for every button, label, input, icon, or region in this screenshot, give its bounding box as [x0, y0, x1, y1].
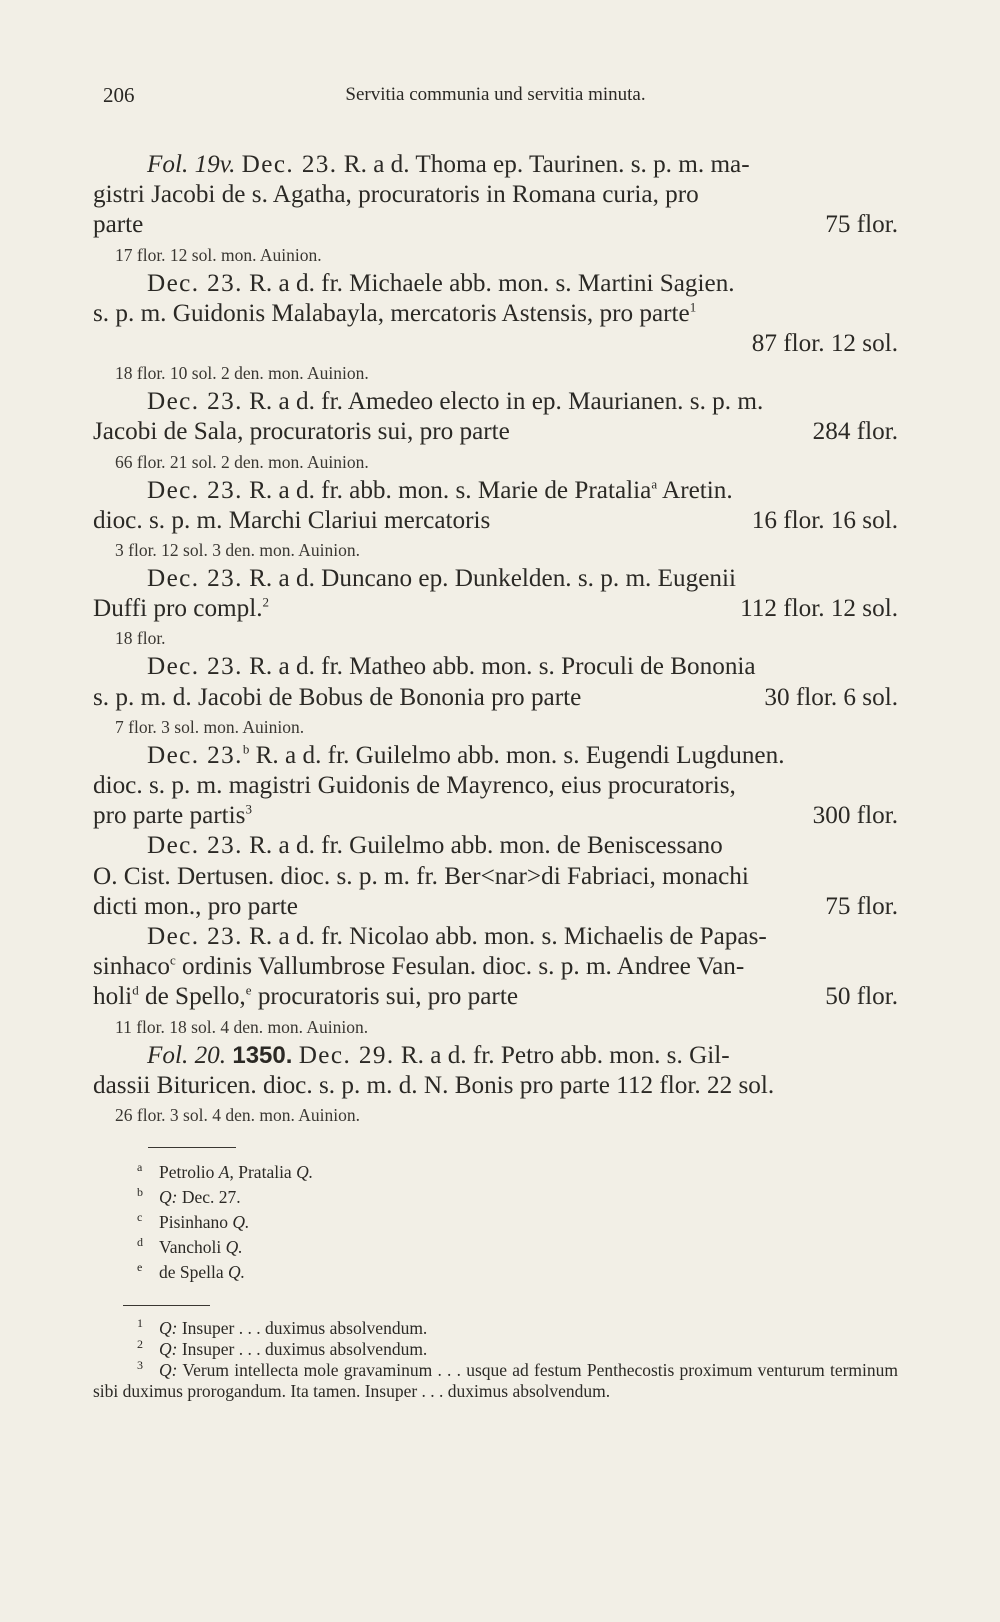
entry-text: R. a d. fr. Nicolao abb. mon. s. Michaelis de Papas- [249, 923, 767, 951]
entry [93, 476, 898, 564]
entry-text: Duffi pro compl. [93, 595, 263, 623]
note-text: Insuper . . . duximus absolvendum. [177, 1318, 428, 1339]
entry-text: R. a d. fr. Amedeo electo in ep. Maurianen. s. p. m. [249, 388, 764, 416]
apparatus-ref: b [242, 741, 250, 757]
entry-date: Dec. 23. [147, 923, 243, 951]
entry-text: O. Cist. Dertusen. dioc. s. p. m. fr. Ber<nar>di Fabriaci, monachi [93, 862, 749, 890]
apparatus-note: c Pisinhano Q. [137, 1210, 250, 1233]
entry-line [93, 683, 898, 713]
entry [93, 741, 898, 832]
entry-date: Dec. 23. [147, 269, 243, 297]
note-source: Q: [159, 1187, 178, 1208]
amount: 284 flor. [812, 418, 898, 446]
entry-line [93, 594, 898, 624]
entry-text: R. a d. fr. Guilelmo abb. mon. s. Eugendi Lugdunen. [255, 741, 785, 769]
entry-text: R. a d. fr. Guilelmo abb. mon. de Beniscessano [249, 832, 723, 860]
note-text: Petrolio [159, 1162, 215, 1183]
amount: 300 flor. [812, 802, 898, 830]
footnote-ref: 2 [262, 594, 270, 610]
entry-line [147, 150, 898, 180]
entry-line [147, 831, 898, 861]
note-text: Insuper . . . duximus absolvendum. [177, 1339, 428, 1360]
entry-text: R. a d. fr. Petro abb. mon. s. Gil- [400, 1041, 730, 1069]
apparatus-note: d Vancholi Q. [137, 1235, 243, 1258]
running-title: Servitia communia und servitia minuta. [345, 84, 646, 105]
apparatus-note: e de Spella Q. [137, 1260, 246, 1283]
amount: 75 flor. [825, 892, 898, 920]
entry-line [93, 299, 898, 329]
entry-date: Dec. 23. [241, 151, 338, 178]
entry-line [93, 771, 898, 801]
entry-text: R. a d. Duncano ep. Dunkelden. s. p. m. Eugenii [249, 565, 736, 593]
entry-line [147, 269, 898, 299]
minuta-line: 3 flor. 12 sol. 3 den. mon. Auinion. [115, 540, 360, 561]
entry-text: dioc. s. p. m. Marchi Clariui mercatoris [93, 506, 491, 534]
amount: 30 flor. 6 sol. [764, 683, 898, 711]
apparatus-ref: a [651, 476, 658, 492]
year: 1350. [232, 1041, 293, 1069]
entry-date: Dec. 29. [298, 1041, 395, 1069]
note-text: , Pratalia [229, 1162, 292, 1183]
entry-line [93, 329, 898, 359]
folio-ref: Fol. 19v. [147, 151, 236, 178]
entry [93, 269, 898, 388]
entry-date: Dec. 23. [147, 476, 243, 504]
page-number: 206 [103, 83, 135, 107]
entry-text: dioc. s. p. m. magistri Guidonis de Mayrenco, eius procuratoris, [93, 772, 736, 800]
apparatus-divider [148, 1147, 236, 1148]
folio-ref: Fol. 20. [147, 1041, 227, 1069]
entry-text: holi [93, 983, 133, 1011]
entry-line [93, 952, 898, 982]
apparatus-notes [93, 1160, 898, 1285]
entry-text: R. a d. fr. Michaele abb. mon. s. Martini Sagien. [249, 269, 735, 297]
note-source: Q: [159, 1339, 178, 1360]
entry-line [147, 564, 898, 594]
note-text: Pisinhano [159, 1212, 229, 1233]
entry-text: R. a d. fr. Matheo abb. mon. s. Proculi de Bononia [249, 653, 756, 681]
apparatus-ref: e [245, 983, 252, 999]
entry [93, 387, 898, 475]
note-source: Q. [296, 1162, 314, 1183]
entry-line [93, 982, 898, 1012]
entry-text: R. a d. Thoma ep. Taurinen. s. p. m. ma- [343, 151, 750, 178]
footnotes [93, 1318, 898, 1402]
minuta-line: 17 flor. 12 sol. mon. Auinion. [115, 244, 322, 265]
entry-line [93, 506, 898, 536]
running-header [93, 80, 898, 110]
footnote: 1 Q: Insuper . . . duximus absolvendum. [137, 1316, 428, 1339]
amount: 112 flor. 12 sol. [740, 595, 898, 623]
note-source: A [218, 1162, 230, 1183]
entry-line [93, 417, 898, 447]
note-source: Q. [228, 1262, 246, 1283]
entry-line [93, 180, 898, 210]
entry-date: Dec. 23. [147, 388, 243, 416]
entry-text: pro parte partis [93, 802, 246, 830]
entry-text: s. p. m. d. Jacobi de Bobus de Bononia pro parte [93, 683, 582, 711]
entry-line [147, 476, 898, 506]
entry-line [93, 892, 898, 922]
minuta-line: 18 flor. 10 sol. 2 den. mon. Auinion. [115, 363, 369, 384]
apparatus-ref: d [132, 983, 139, 999]
note-text: Verum intellecta mole gravaminum . . . usque ad festum Penthecostis proximum venturum terminum sibi duximus prorogandum. Ita tamen. Insuper . . . duximus absolvendum. [93, 1360, 898, 1402]
footnote-divider [123, 1305, 210, 1306]
entry-text: Aretin. [657, 476, 733, 504]
entry-text: gistri Jacobi de s. Agatha, procuratoris in Romana curia, pro [93, 181, 699, 209]
entry-text: parte [93, 211, 144, 239]
minuta-line: 7 flor. 3 sol. mon. Auinion. [115, 716, 305, 737]
entry-line [147, 922, 898, 952]
entry-line [147, 741, 898, 771]
entry-text: Jacobi de Sala, procuratoris sui, pro parte [93, 418, 510, 446]
entry [93, 564, 898, 652]
entry [93, 1041, 898, 1129]
entry-date: Dec. 23. [147, 741, 243, 769]
entry-text: dicti mon., pro parte [93, 892, 298, 920]
note-source: Q. [225, 1237, 243, 1258]
entry [93, 150, 898, 269]
minuta-line: 18 flor. [115, 628, 166, 649]
note-text: Vancholi [159, 1237, 222, 1258]
entry-line [93, 1071, 898, 1101]
note-source: Q: [159, 1318, 178, 1339]
note-source: Q. [232, 1212, 250, 1233]
entry-line [147, 1041, 898, 1071]
entry-text: procuratoris sui, pro parte [251, 983, 519, 1011]
entry [93, 922, 898, 1041]
footnote-ref: 1 [689, 299, 697, 315]
entry-date: Dec. 23. [147, 565, 243, 593]
apparatus-note: b Q: Dec. 27. [137, 1185, 241, 1208]
entry-line [93, 801, 898, 831]
footnote: 2 Q: Insuper . . . duximus absolvendum. [137, 1337, 428, 1360]
note-source: Q: [159, 1360, 178, 1381]
amount: 16 flor. 16 sol. [751, 506, 898, 534]
entry-text: de Spello, [138, 983, 246, 1011]
entry-text: sinhaco [93, 953, 170, 981]
entry-line [147, 652, 898, 682]
note-text: Dec. 27. [177, 1187, 241, 1208]
apparatus-ref: c [169, 952, 176, 968]
entry-text: s. p. m. Guidonis Malabayla, mercatoris Astensis, pro parte [93, 299, 690, 327]
minuta-line: 26 flor. 3 sol. 4 den. mon. Auinion. [115, 1105, 360, 1126]
entry [93, 831, 898, 922]
entry-line [147, 387, 898, 417]
amount: 75 flor. [825, 211, 898, 239]
footnote: 3 Q: Verum intellecta mole gravaminum . . . usque ad festum Penthecostis proximum venturum terminum sibi duximus prorogandum. Ita tamen. Insuper . . . duximus absolvendum. [93, 1358, 898, 1402]
entry-text: dassii Bituricen. dioc. s. p. m. d. N. Bonis pro parte 112 flor. 22 sol. [93, 1071, 775, 1099]
minuta-line: 66 flor. 21 sol. 2 den. mon. Auinion. [115, 451, 369, 472]
entry-date: Dec. 23. [147, 832, 243, 860]
entry-date: Dec. 23. [147, 653, 243, 681]
amount: 50 flor. [825, 983, 898, 1011]
page [93, 80, 898, 1402]
entry-line [93, 862, 898, 892]
amount: 87 flor. 12 sol. [751, 330, 898, 358]
minuta-line: 11 flor. 18 sol. 4 den. mon. Auinion. [115, 1016, 369, 1037]
entry [93, 652, 898, 740]
note-text: de Spella [159, 1262, 224, 1283]
footnote-ref: 3 [245, 801, 252, 817]
entry-line [93, 210, 898, 240]
apparatus-note: a Petrolio A, Pratalia Q. [137, 1160, 314, 1183]
entry-text: ordinis Vallumbrose Fesulan. dioc. s. p. m. Andree Van- [175, 953, 745, 981]
entry-text: R. a d. fr. abb. mon. s. Marie de Pratalia [249, 476, 652, 504]
